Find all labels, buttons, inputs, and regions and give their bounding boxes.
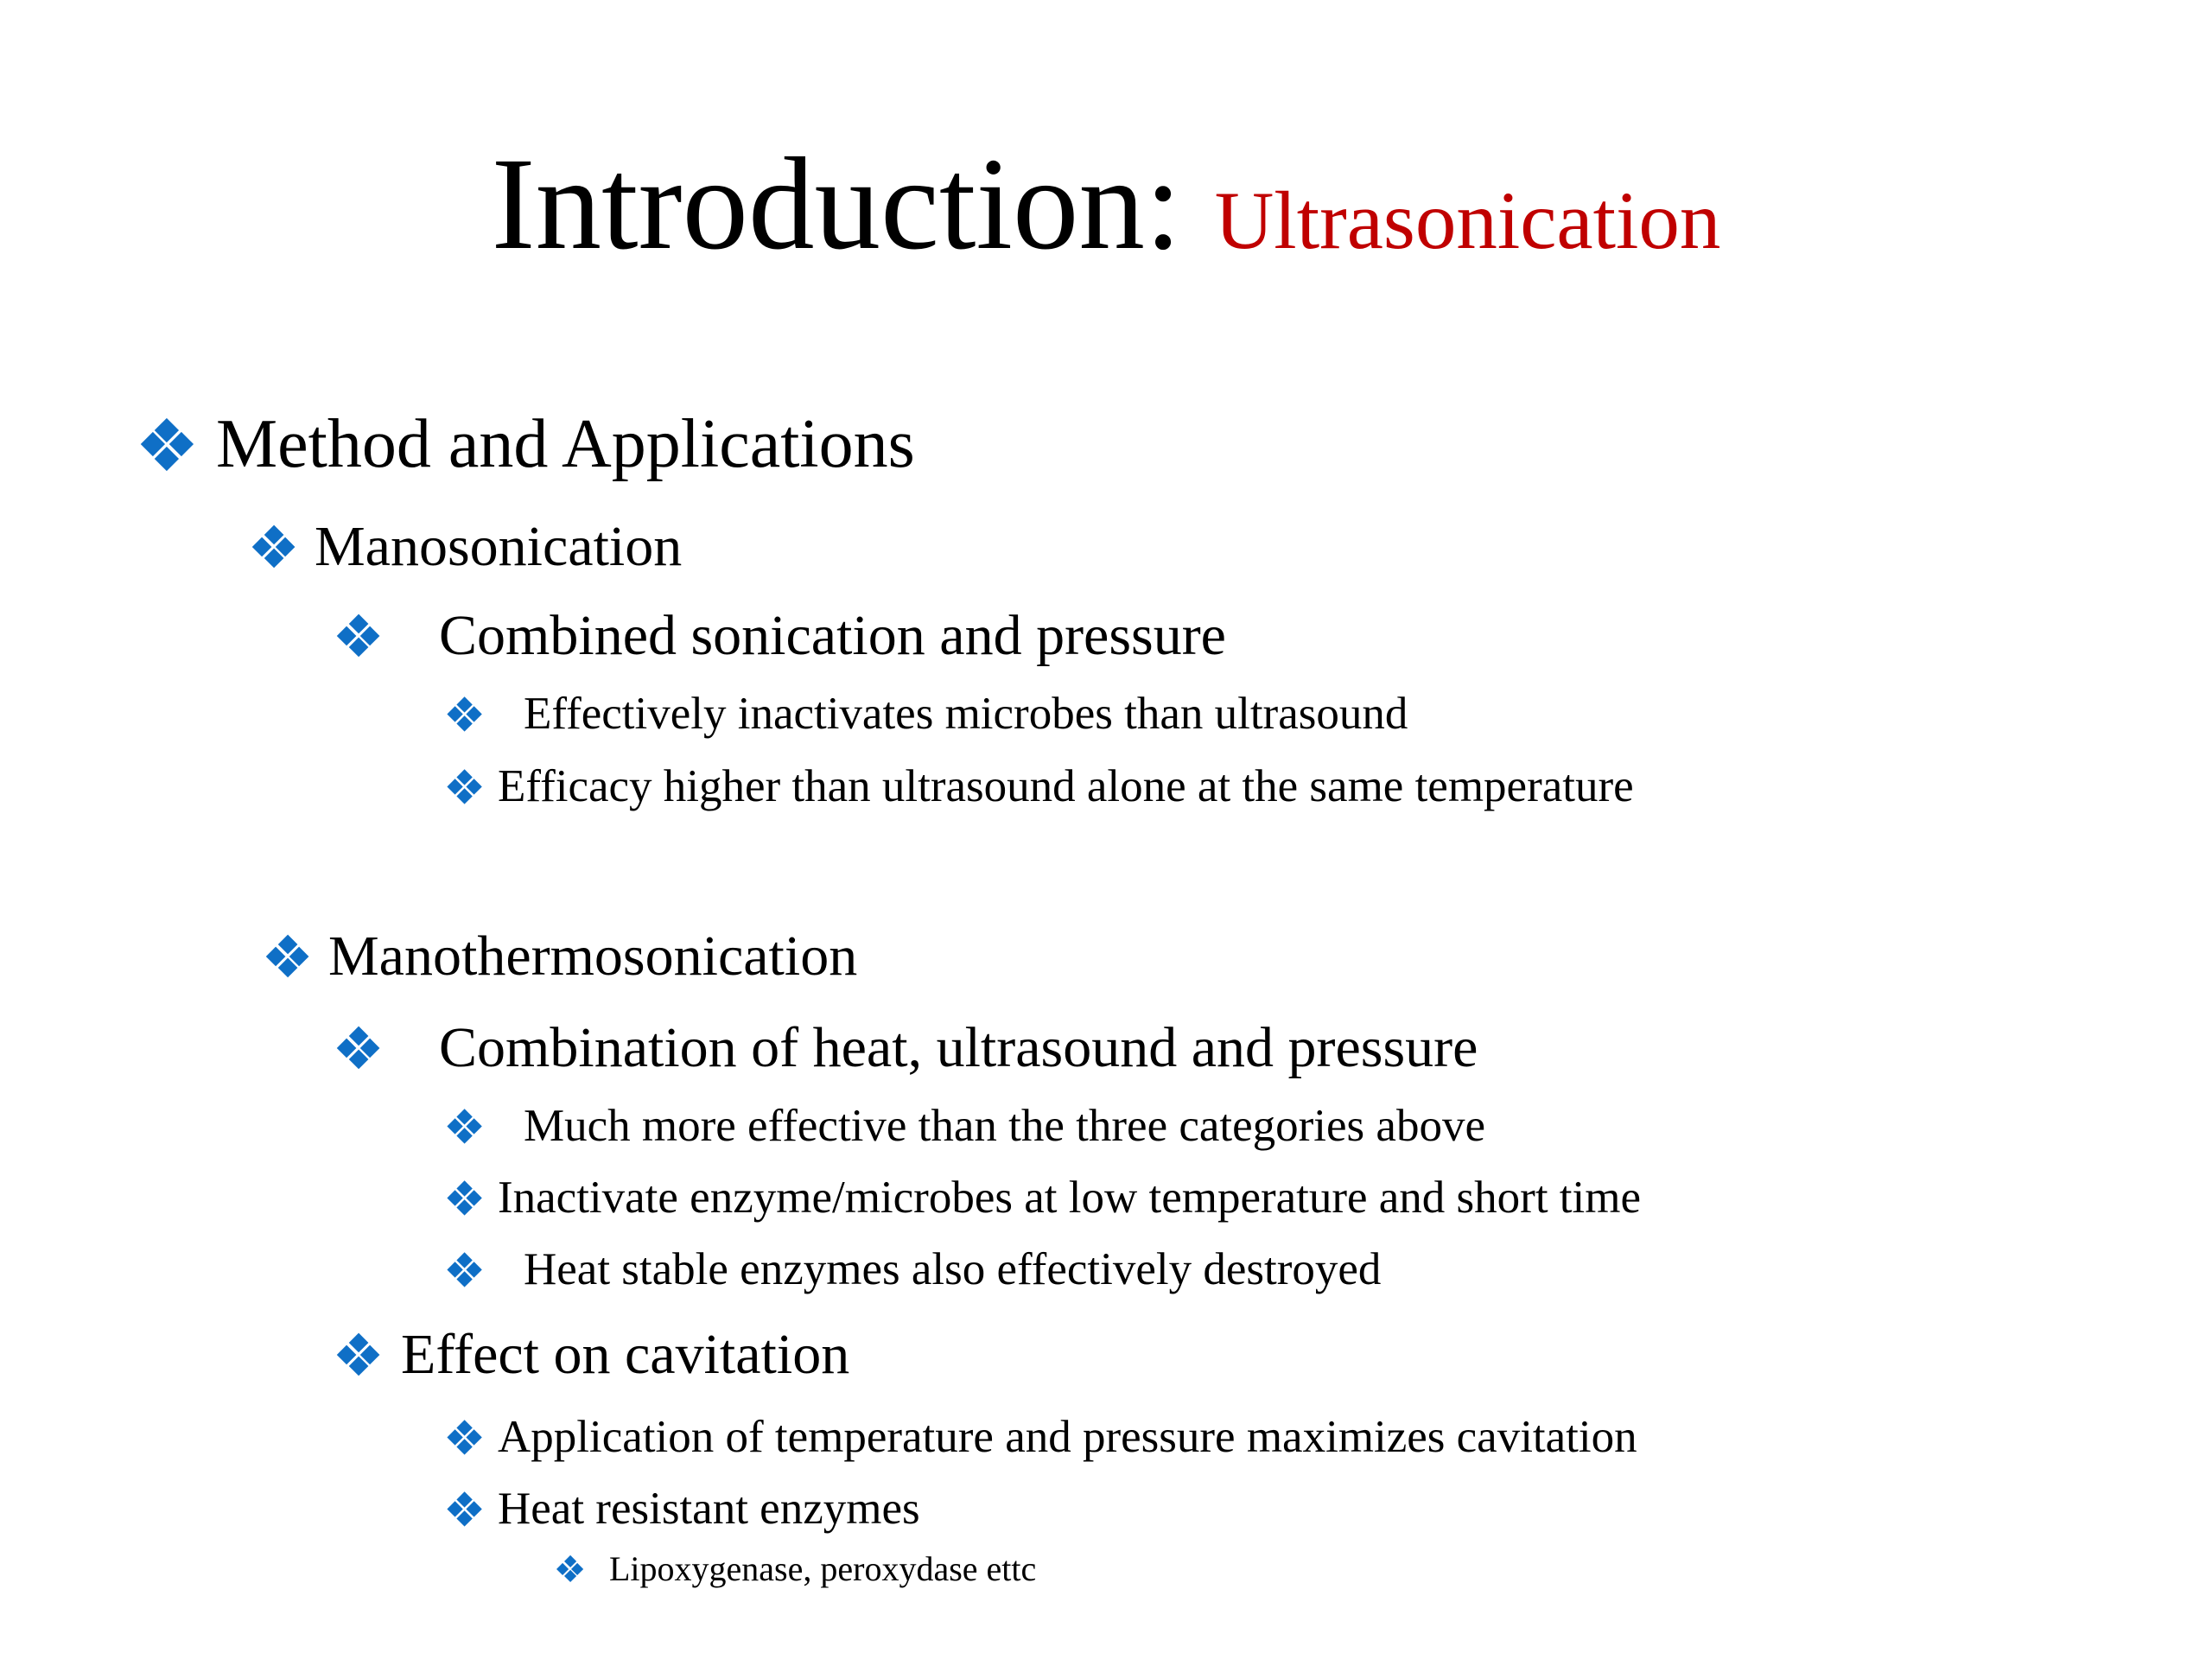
- bullet-text: Manothermosonication: [328, 925, 858, 988]
- bullet-text: Method and Applications: [216, 406, 915, 482]
- bullet-text: Heat resistant enzymes: [498, 1484, 920, 1534]
- bullet-item: [446, 1103, 1485, 1149]
- bullet-text: Lipoxygenase, peroxydase ettc: [609, 1549, 1037, 1588]
- bullet-item: [335, 604, 1226, 667]
- bullet-text: Effectively inactivates microbes than ultrasound: [524, 689, 1408, 739]
- bullet-text: Manosonication: [315, 515, 683, 578]
- four-diamond-bullet-icon: [264, 933, 311, 980]
- bullet-item: [446, 761, 1634, 811]
- bullet-item: [251, 515, 683, 578]
- four-diamond-bullet-icon: [446, 1108, 484, 1146]
- bullet-text: Much more effective than the three categories above: [524, 1101, 1485, 1151]
- bullet-item: [556, 1549, 1037, 1588]
- four-diamond-bullet-icon: [446, 1179, 484, 1217]
- four-diamond-bullet-icon: [335, 613, 382, 659]
- bullet-item: [335, 1323, 850, 1386]
- four-diamond-bullet-icon: [556, 1554, 585, 1584]
- bullet-item: [446, 1175, 1641, 1221]
- bullet-text: Application of temperature and pressure maximizes cavitation: [498, 1412, 1637, 1462]
- bullet-text: Efficacy higher than ultrasound alone at the same temperature: [498, 761, 1634, 811]
- four-diamond-bullet-icon: [251, 524, 297, 570]
- bullet-item: [446, 1486, 920, 1532]
- four-diamond-bullet-icon: [446, 1491, 484, 1529]
- bullet-text: Effect on cavitation: [401, 1323, 850, 1386]
- title-subtitle: Ultrasonication: [1214, 175, 1721, 266]
- four-diamond-bullet-icon: [446, 1251, 484, 1289]
- bullet-text: Combined sonication and pressure: [439, 604, 1226, 667]
- bullet-item: [335, 1016, 1478, 1079]
- title-main: Introduction:: [491, 131, 1215, 277]
- bullet-item: [138, 406, 915, 482]
- bullet-item: [446, 691, 1408, 737]
- four-diamond-bullet-icon: [446, 696, 484, 734]
- four-diamond-bullet-icon: [138, 416, 195, 473]
- four-diamond-bullet-icon: [446, 768, 484, 806]
- bullet-item: [446, 1244, 1382, 1294]
- bullet-text: Heat stable enzymes also effectively destroyed: [524, 1244, 1382, 1294]
- bullet-item: [446, 1414, 1637, 1460]
- four-diamond-bullet-icon: [335, 1332, 382, 1378]
- bullet-item: [264, 925, 858, 988]
- bullet-text: Combination of heat, ultrasound and pressure: [439, 1016, 1478, 1079]
- four-diamond-bullet-icon: [446, 1419, 484, 1457]
- bullet-text: Inactivate enzyme/microbes at low temperature and short time: [498, 1173, 1642, 1223]
- four-diamond-bullet-icon: [335, 1025, 382, 1071]
- slide-title: [0, 131, 2212, 277]
